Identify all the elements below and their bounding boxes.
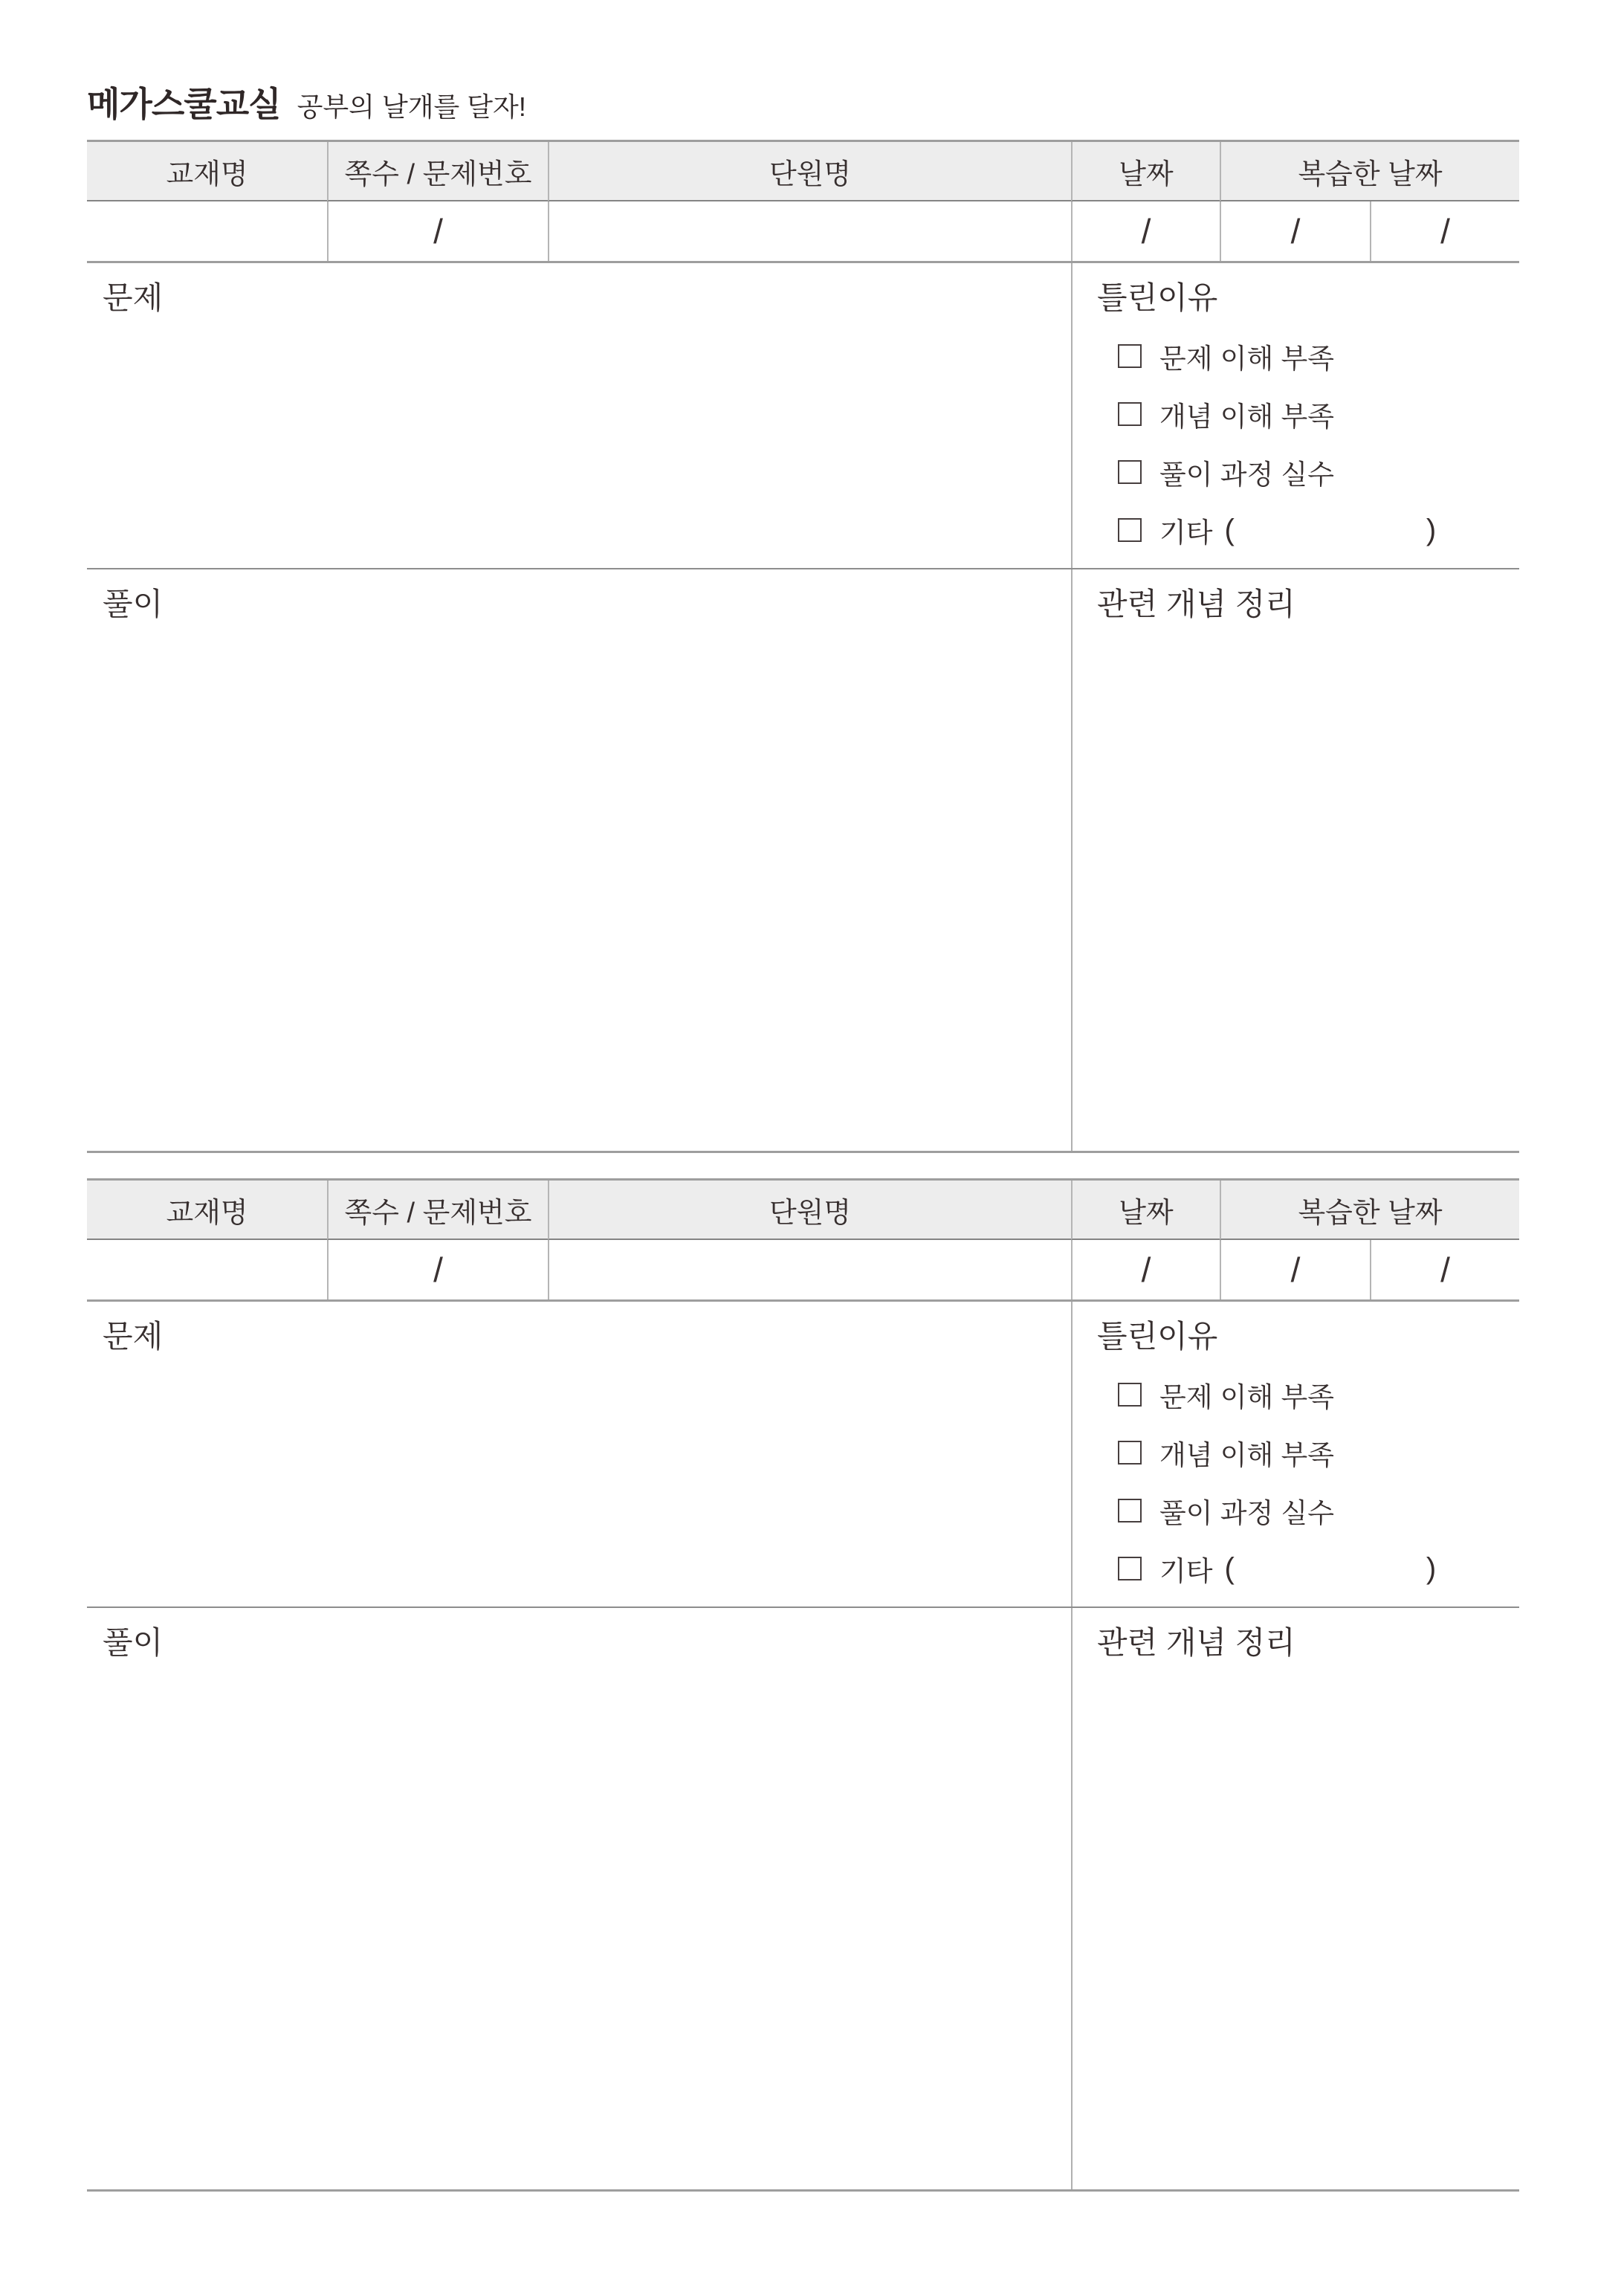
wrong-reason-label: 틀린이유: [1097, 1319, 1218, 1354]
review-date-entry-cell-1: [1220, 1240, 1370, 1299]
slash-separator: /: [1141, 1250, 1151, 1289]
solution-label: 풀이: [103, 587, 164, 621]
date-entry-cell: [1071, 1240, 1220, 1299]
etc-open-paren: (: [1224, 513, 1235, 546]
checkbox[interactable]: [1118, 1499, 1142, 1522]
reason-item: [1118, 458, 1519, 491]
column-header-unit: 단원명: [548, 1181, 1071, 1240]
reason-label: 문제 이해 부족: [1159, 1382, 1335, 1413]
column-header-page-number: 쪽수 / 문제번호: [327, 1181, 548, 1240]
unit-entry-cell: [548, 201, 1071, 261]
reason-label: 개념 이해 부족: [1159, 1440, 1335, 1471]
wrong-reason-area: [1071, 1302, 1519, 1607]
problem-row: [87, 263, 1519, 569]
checkbox[interactable]: [1118, 1383, 1142, 1407]
review-date-entry-cell-2: [1370, 1240, 1519, 1299]
column-header-date: 날짜: [1071, 142, 1220, 201]
slash-separator: /: [1440, 212, 1450, 251]
solution-row: [87, 1608, 1519, 2192]
column-header-review-date: 복습한 날짜: [1220, 142, 1519, 201]
brand-title: 메가스쿨교실: [87, 85, 281, 123]
slash-separator: /: [1141, 212, 1151, 251]
column-header-unit: 단원명: [548, 142, 1071, 201]
wrong-reason-list: [1118, 1381, 1519, 1587]
reason-item: [1118, 1438, 1519, 1471]
problem-label: 문제: [103, 280, 164, 315]
review-date-entry-cell-2: [1370, 201, 1519, 261]
checkbox[interactable]: [1118, 1441, 1142, 1465]
column-header-date: 날짜: [1071, 1181, 1220, 1240]
column-header-review-date: 복습한 날짜: [1220, 1181, 1519, 1240]
textbook-entry-cell: [87, 201, 327, 261]
brand-slogan: 공부의 날개를 달자!: [297, 91, 526, 122]
reason-label: 풀이 과정 실수: [1159, 459, 1335, 491]
solution-area: [87, 569, 1071, 1151]
slash-separator: /: [433, 212, 443, 251]
slash-separator: /: [433, 1250, 443, 1289]
concept-label: 관련 개념 정리: [1097, 1625, 1295, 1660]
reason-item: [1118, 400, 1519, 433]
note-section-1: [87, 140, 1519, 1153]
meta-table: [87, 140, 1519, 263]
note-section-2: [87, 1178, 1519, 2192]
column-header-textbook: 교재명: [87, 142, 327, 201]
wrong-reason-list: [1118, 342, 1519, 549]
concept-area: [1071, 1608, 1519, 2189]
checkbox[interactable]: [1118, 402, 1142, 426]
problem-area: [87, 263, 1071, 568]
reason-label: 풀이 과정 실수: [1159, 1498, 1335, 1529]
reason-item: [1118, 1496, 1519, 1529]
reason-item-etc: [1118, 1551, 1519, 1587]
etc-close-paren: ): [1426, 1551, 1437, 1585]
problem-row: [87, 1302, 1519, 1608]
checkbox[interactable]: [1118, 518, 1142, 542]
column-header-page-number: 쪽수 / 문제번호: [327, 142, 548, 201]
reason-label: 기타: [1159, 1556, 1213, 1587]
checkbox[interactable]: [1118, 1557, 1142, 1580]
reason-label: 문제 이해 부족: [1159, 343, 1335, 375]
etc-close-paren: ): [1426, 513, 1437, 546]
reason-label: 개념 이해 부족: [1159, 401, 1335, 433]
meta-table: [87, 1178, 1519, 1302]
wrong-reason-label: 틀린이유: [1097, 280, 1218, 315]
problem-area: [87, 1302, 1071, 1607]
problem-label: 문제: [103, 1319, 164, 1354]
reason-item-etc: [1118, 513, 1519, 549]
reason-item: [1118, 1381, 1519, 1413]
column-header-textbook: 교재명: [87, 1181, 327, 1240]
etc-open-paren: (: [1224, 1551, 1235, 1585]
slash-separator: /: [1290, 212, 1301, 251]
review-date-entry-cell-1: [1220, 201, 1370, 261]
brand-header: [87, 77, 526, 126]
concept-area: [1071, 569, 1519, 1151]
unit-entry-cell: [548, 1240, 1071, 1299]
page-number-entry-cell: [327, 1240, 548, 1299]
slash-separator: /: [1290, 1250, 1301, 1289]
wrong-reason-area: [1071, 263, 1519, 568]
concept-label: 관련 개념 정리: [1097, 587, 1295, 621]
solution-row: [87, 569, 1519, 1153]
reason-label: 기타: [1159, 517, 1213, 549]
textbook-entry-cell: [87, 1240, 327, 1299]
page-number-entry-cell: [327, 201, 548, 261]
checkbox[interactable]: [1118, 460, 1142, 484]
checkbox[interactable]: [1118, 344, 1142, 368]
slash-separator: /: [1440, 1250, 1450, 1289]
date-entry-cell: [1071, 201, 1220, 261]
solution-area: [87, 1608, 1071, 2189]
reason-item: [1118, 342, 1519, 375]
solution-label: 풀이: [103, 1625, 164, 1660]
